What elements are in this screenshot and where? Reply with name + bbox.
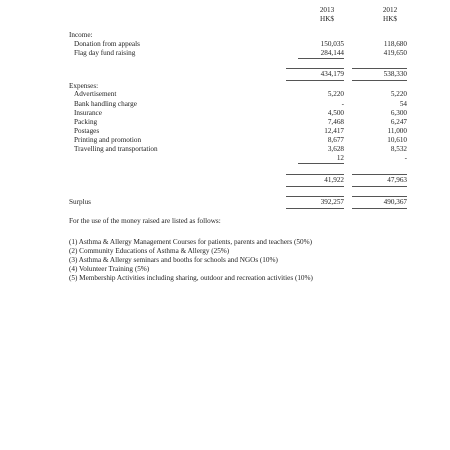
- year-2013-header: 2013: [319, 6, 335, 14]
- income-total-2012-box: [352, 68, 407, 81]
- income-total-2012: 538,330: [383, 70, 407, 78]
- expense-row-2012: -: [404, 154, 407, 162]
- income-row-label: Flag day fund raising: [74, 49, 136, 57]
- use-item: (1) Asthma & Allergy Management Courses for patients, parents and teachers (50%): [69, 238, 312, 246]
- expenses-total-2012: 47,963: [387, 176, 407, 184]
- income-row-2012: 419,650: [383, 49, 407, 57]
- expense-row-2013: 5,220: [327, 90, 344, 98]
- expense-row-2013: 12: [298, 154, 344, 164]
- expense-row-2012: 11,000: [387, 127, 407, 135]
- surplus-2012: 490,367: [383, 198, 407, 206]
- income-row-2013: 150,035: [320, 40, 344, 48]
- use-item: (4) Volunteer Training (5%): [69, 265, 150, 273]
- expense-row-2013: 8,677: [327, 136, 344, 144]
- income-total-2013-box: [286, 68, 344, 81]
- expenses-total-2013: 41,922: [324, 176, 344, 184]
- uses-intro: For the use of the money raised are listed as follows:: [69, 217, 221, 225]
- income-row-2012: 118,680: [383, 40, 407, 48]
- surplus-2012-box: [352, 196, 407, 209]
- use-item: (2) Community Educations of Asthma & Allergy (25%): [69, 247, 230, 255]
- expense-row-2012: 8,532: [390, 145, 407, 153]
- surplus-2013: 392,257: [320, 198, 344, 206]
- income-total-2013: 434,179: [320, 70, 344, 78]
- unit-2012-header: HK$: [383, 15, 397, 23]
- expense-row-2012: 54: [399, 100, 407, 108]
- surplus-label: Surplus: [69, 198, 91, 206]
- income-row-2013: 284,144: [298, 49, 344, 59]
- income-title: Income:: [69, 31, 93, 39]
- expense-row-label: Bank handling charge: [74, 100, 137, 108]
- expense-row-2013: 4,500: [327, 109, 344, 117]
- expenses-title: Expenses:: [69, 82, 99, 90]
- expense-row-2012: 5,220: [390, 90, 407, 98]
- expense-row-2013: 3,628: [327, 145, 344, 153]
- unit-2013-header: HK$: [320, 15, 334, 23]
- income-row-label: Donation from appeals: [74, 40, 140, 48]
- expenses-total-2013-box: [286, 174, 344, 187]
- expense-row-2013: 7,468: [327, 118, 344, 126]
- year-2012-header: 2012: [382, 6, 398, 14]
- expense-row-2012: 6,247: [390, 118, 407, 126]
- expense-row-2013: -: [341, 100, 344, 108]
- expense-row-label: Postages: [74, 127, 100, 135]
- expense-row-label: Packing: [74, 118, 98, 126]
- expense-row-label: Insurance: [74, 109, 102, 117]
- expense-row-label: Advertisement: [74, 90, 117, 98]
- expense-row-2012: 10,610: [387, 136, 407, 144]
- expense-row-label: Travelling and transportation: [74, 145, 158, 153]
- use-item: (5) Membership Activities including sharing, outdoor and recreation activities (10%): [69, 274, 313, 282]
- expense-row-label: Printing and promotion: [74, 136, 142, 144]
- surplus-2013-box: [286, 196, 344, 209]
- expense-row-2012: 6,300: [390, 109, 407, 117]
- use-item: (3) Asthma & Allergy seminars and booths for schools and NGOs (10%): [69, 256, 278, 264]
- expenses-total-2012-box: [352, 174, 407, 187]
- expense-row-2013: 12,417: [324, 127, 344, 135]
